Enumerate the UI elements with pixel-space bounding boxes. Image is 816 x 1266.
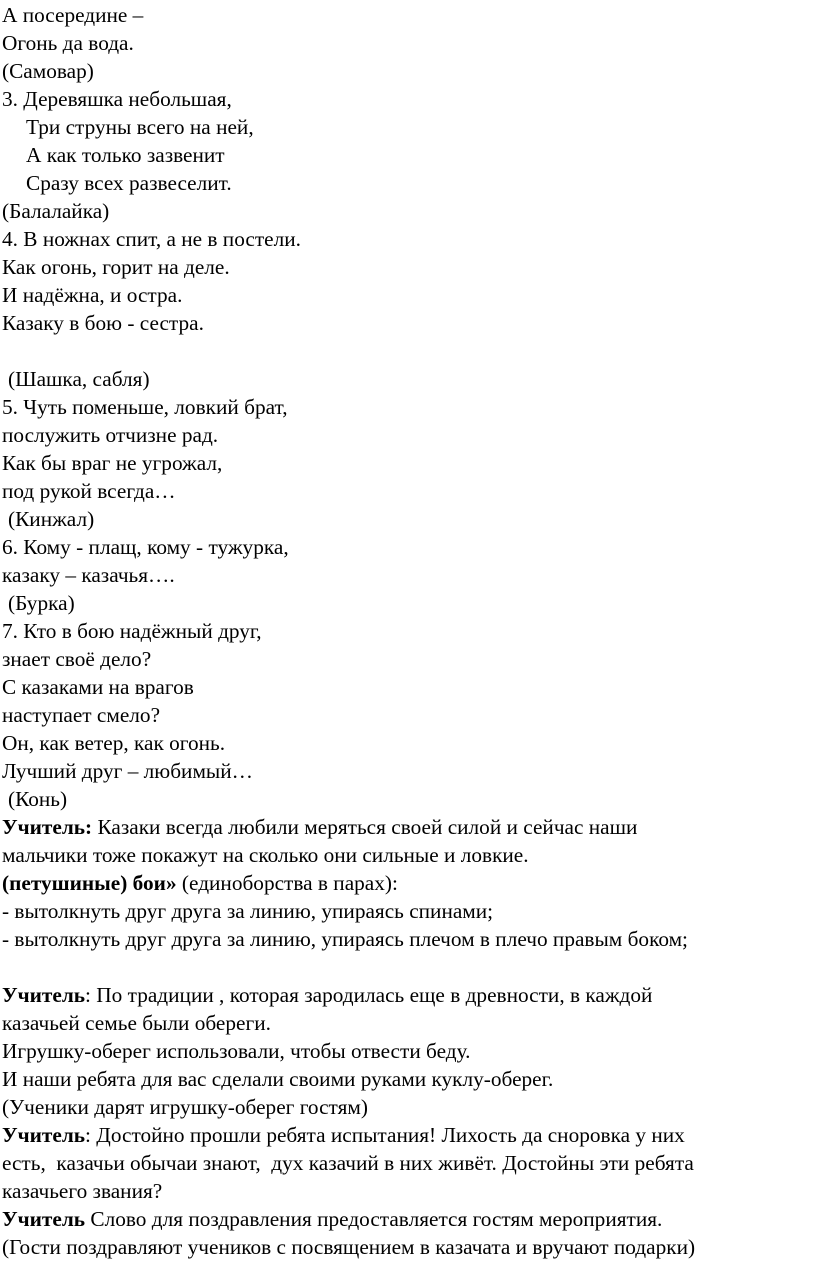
riddle-number-3: 3. Деревяшка небольшая, xyxy=(2,87,232,111)
speech-text: : Достойно прошли ребята испытания! Лихость да сноровка у них xyxy=(85,1123,685,1147)
teacher-paragraph xyxy=(2,814,637,842)
riddle-answer: (Шашка, сабля) xyxy=(8,367,150,391)
list-item: - вытолкнуть друг друга за линию, упираясь спинами; xyxy=(2,899,494,923)
riddle-answer: (Балалайка) xyxy=(2,199,110,223)
text-line: послужить отчизне рад. xyxy=(2,423,219,447)
text-line: А посередине – xyxy=(2,3,144,27)
text-line: под рукой всегда… xyxy=(2,479,176,503)
speaker-label: Учитель: xyxy=(2,815,93,839)
text-line: Три струны всего на ней, xyxy=(26,115,254,139)
text-line: казачьего звания? xyxy=(2,1179,163,1203)
text-line: (Ученики дарят игрушку-оберег гостям) xyxy=(2,1095,368,1119)
teacher-paragraph xyxy=(2,982,652,1010)
games-heading xyxy=(2,870,398,898)
speaker-label: Учитель xyxy=(2,983,86,1007)
speech-text: : По традиции , которая зародилась еще в древности, в каждой xyxy=(85,983,653,1007)
text-line: (Гости поздравляют учеников с посвящением в казачата и вручают подарки) xyxy=(2,1235,696,1259)
speech-text: Казаки всегда любили меряться своей силой и сейчас наши xyxy=(92,815,638,839)
list-item: - вытолкнуть друг друга за линию, упираясь плечом в плечо правым боком; xyxy=(2,927,688,951)
riddle-number-4: 4. В ножнах спит, а не в постели. xyxy=(2,227,301,251)
text-line: Он, как ветер, как огонь. xyxy=(2,731,226,755)
text-line: знает своё дело? xyxy=(2,647,152,671)
text-line: наступает смело? xyxy=(2,703,161,727)
text-line: мальчики тоже покажут на сколько они сильные и ловкие. xyxy=(2,843,529,867)
riddle-answer: (Кинжал) xyxy=(8,507,95,531)
text-line: С казаками на врагов xyxy=(2,675,194,699)
text-line: Сразу всех развеселит. xyxy=(26,171,232,195)
text-line: Огонь да вода. xyxy=(2,31,134,55)
games-label: (петушиные) бои» xyxy=(2,871,177,895)
text-line: Как бы враг не угрожал, xyxy=(2,451,223,475)
riddle-answer: (Самовар) xyxy=(2,59,94,83)
speaker-label: Учитель xyxy=(2,1207,86,1231)
speaker-label: Учитель xyxy=(2,1123,86,1147)
riddle-answer: (Бурка) xyxy=(8,591,75,615)
games-text: (единоборства в парах): xyxy=(176,871,398,895)
text-line: казачьей семье были обереги. xyxy=(2,1011,271,1035)
speech-text: Слово для поздравления предоставляется гостям мероприятия. xyxy=(85,1207,663,1231)
riddle-number-5: 5. Чуть поменьше, ловкий брат, xyxy=(2,395,288,419)
text-line: Лучший друг – любимый… xyxy=(2,759,253,783)
teacher-paragraph xyxy=(2,1122,685,1150)
text-line: есть, казачьи обычаи знают, дух казачий в них живёт. Достойны эти ребята xyxy=(2,1151,694,1175)
text-line: А как только зазвенит xyxy=(26,143,225,167)
text-line: И наши ребята для вас сделали своими руками куклу-оберег. xyxy=(2,1067,554,1091)
teacher-paragraph xyxy=(2,1206,662,1234)
text-line: И надёжна, и остра. xyxy=(2,283,183,307)
text-line: казаку – казачья…. xyxy=(2,563,175,587)
riddle-number-7: 7. Кто в бою надёжный друг, xyxy=(2,619,262,643)
riddle-answer: (Конь) xyxy=(8,787,68,811)
text-line: Казаку в бою - сестра. xyxy=(2,311,204,335)
riddle-number-6: 6. Кому - плащ, кому - тужурка, xyxy=(2,535,289,559)
text-line: Игрушку-оберег использовали, чтобы отвести беду. xyxy=(2,1039,471,1063)
text-line: Как огонь, горит на деле. xyxy=(2,255,230,279)
